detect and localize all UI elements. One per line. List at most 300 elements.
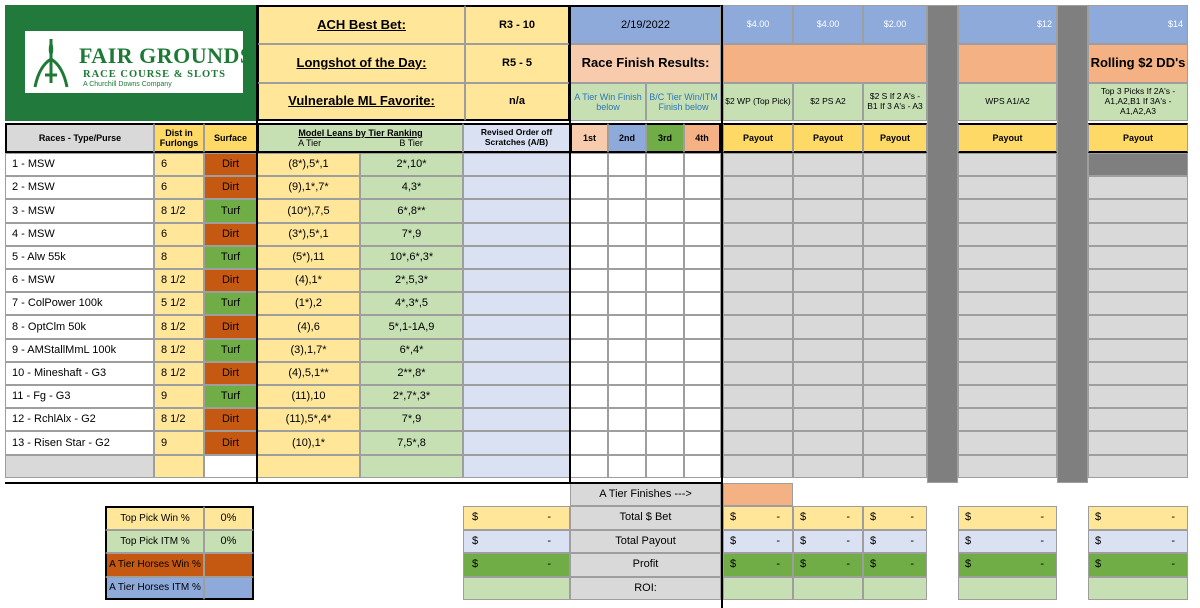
payout-s-cell[interactable] — [863, 315, 927, 338]
finish-2nd-cell[interactable] — [608, 408, 646, 431]
model-leans-title: Model Leans by Tier Ranking — [298, 127, 423, 138]
finish-4th-cell[interactable] — [684, 431, 721, 454]
revised-order-cell[interactable] — [463, 292, 570, 315]
wp-header: $2 WP (Top Pick) — [723, 83, 793, 121]
payout-wps-cell[interactable] — [958, 339, 1057, 362]
race-name: 3 - MSW — [5, 199, 154, 222]
rolling-dd-title: Rolling $2 DD's — [1088, 44, 1188, 83]
a-tier-picks: (3),1,7* — [257, 339, 360, 362]
finish-2nd-cell[interactable] — [608, 385, 646, 408]
payout-wp-cell[interactable] — [723, 315, 793, 338]
finish-1st-cell[interactable] — [570, 153, 608, 176]
total-bet-wager-cell — [723, 506, 793, 530]
amount-dash: - — [1040, 558, 1044, 571]
race-distance: 9 — [154, 385, 204, 408]
payout-s-cell[interactable] — [863, 455, 927, 478]
revised-order-cell[interactable] — [463, 408, 570, 431]
a-tier-picks: (8*),5*,1 — [257, 153, 360, 176]
total-payout-wager-cell — [863, 530, 927, 554]
finish-4th-cell[interactable] — [684, 246, 721, 269]
currency-symbol: $ — [472, 534, 479, 547]
payout-wp-cell[interactable] — [723, 199, 793, 222]
finish-2nd-cell[interactable] — [608, 292, 646, 315]
revised-order-cell[interactable] — [463, 269, 570, 292]
payout-wps-cell[interactable] — [958, 153, 1057, 176]
race-surface: Dirt — [204, 362, 257, 385]
payout-ps-cell[interactable] — [793, 153, 863, 176]
spacer-col-2 — [1057, 5, 1088, 483]
finish-3rd-cell[interactable] — [646, 408, 684, 431]
longshot-label: Longshot of the Day: — [257, 44, 465, 83]
payout-wp-cell[interactable] — [723, 153, 793, 176]
total-bet-total-cell — [463, 506, 570, 530]
amount-dash: - — [910, 534, 914, 547]
finish-1st-cell[interactable] — [570, 292, 608, 315]
profit-total-cell — [463, 553, 570, 577]
a-tier-picks: (4),5,1** — [257, 362, 360, 385]
revised-order-cell[interactable] — [463, 385, 570, 408]
finish-3rd-cell[interactable] — [646, 362, 684, 385]
finish-2nd-cell[interactable] — [608, 269, 646, 292]
payout-s-cell[interactable] — [863, 292, 927, 315]
payout-header-wps: Payout — [958, 123, 1057, 153]
race-distance: 5 1/2 — [154, 292, 204, 315]
currency-symbol: $ — [965, 534, 972, 547]
finish-1st-cell[interactable] — [570, 408, 608, 431]
a-tier-picks: (9),1*,7* — [257, 176, 360, 199]
b-tier-picks: 4*,3*,5 — [360, 292, 463, 315]
finish-3rd-cell[interactable] — [646, 223, 684, 246]
longshot-value[interactable]: R5 - 5 — [465, 44, 570, 83]
payout-wps-cell[interactable] — [958, 362, 1057, 385]
finish-4th-cell[interactable] — [684, 223, 721, 246]
race-name: 10 - Mineshaft - G3 — [5, 362, 154, 385]
revised-order-header: Revised Order off Scratches (A/B) — [463, 123, 570, 153]
payout-wps-cell[interactable] — [958, 385, 1057, 408]
race-name: 1 - MSW — [5, 153, 154, 176]
a-tier-picks: (4),1* — [257, 269, 360, 292]
race-surface: Turf — [204, 199, 257, 222]
total-payout-label: Total Payout — [570, 530, 721, 554]
finish-2nd-cell[interactable] — [608, 199, 646, 222]
currency-symbol: $ — [965, 558, 972, 571]
finish-3rd-cell[interactable] — [646, 339, 684, 362]
amount-dash: - — [1171, 558, 1175, 571]
finish-4th-cell[interactable] — [684, 199, 721, 222]
race-surface — [204, 455, 257, 478]
finish-2nd-cell[interactable] — [608, 315, 646, 338]
total-payout-wager-cell — [723, 530, 793, 554]
b-tier-picks: 2*,5,3* — [360, 269, 463, 292]
finish-1st-cell[interactable] — [570, 223, 608, 246]
finish-results-title: Race Finish Results: — [570, 44, 721, 83]
payout-dd-cell[interactable] — [1088, 362, 1188, 385]
payout-dd-cell[interactable] — [1088, 223, 1188, 246]
currency-symbol: $ — [800, 511, 807, 524]
finish-2nd-cell[interactable] — [608, 246, 646, 269]
profit-wager-cell — [793, 553, 863, 577]
model-leans-header — [257, 123, 463, 153]
race-distance: 8 1/2 — [154, 408, 204, 431]
finish-3rd-cell[interactable] — [646, 246, 684, 269]
fourth-header: 4th — [684, 123, 721, 153]
finish-1st-cell[interactable] — [570, 176, 608, 199]
currency-symbol: $ — [870, 511, 877, 524]
payout-s-cell[interactable] — [863, 431, 927, 454]
finish-3rd-cell[interactable] — [646, 455, 684, 478]
payout-wps-cell[interactable] — [958, 455, 1057, 478]
payout-s-cell[interactable] — [863, 153, 927, 176]
amount-dash: - — [776, 558, 780, 571]
vulnerable-label: Vulnerable ML Favorite: — [257, 83, 465, 121]
a-tier-picks — [257, 455, 360, 478]
race-name: 11 - Fg - G3 — [5, 385, 154, 408]
finish-1st-cell[interactable] — [570, 455, 608, 478]
logo-subtitle: RACE COURSE & SLOTS — [83, 69, 226, 80]
payout-wps-cell[interactable] — [958, 292, 1057, 315]
b-tier-picks: 7*,9 — [360, 223, 463, 246]
revised-order-cell[interactable] — [463, 339, 570, 362]
finish-4th-cell[interactable] — [684, 269, 721, 292]
finish-2nd-cell[interactable] — [608, 431, 646, 454]
finish-4th-cell[interactable] — [684, 385, 721, 408]
a-tier-picks: (10*),7,5 — [257, 199, 360, 222]
finish-1st-cell[interactable] — [570, 269, 608, 292]
finish-2nd-cell[interactable] — [608, 339, 646, 362]
revised-order-cell[interactable] — [463, 176, 570, 199]
stat-label: A Tier Horses Win % — [105, 553, 204, 577]
payout-wp-cell[interactable] — [723, 176, 793, 199]
races-header: Races - Type/Purse — [5, 123, 154, 153]
race-surface: Dirt — [204, 408, 257, 431]
payout-header-s: Payout — [863, 123, 927, 153]
total-payout-wager-cell — [958, 530, 1057, 554]
finish-4th-cell[interactable] — [684, 408, 721, 431]
finish-2nd-cell[interactable] — [608, 455, 646, 478]
payout-dd-cell[interactable] — [1088, 176, 1188, 199]
finish-4th-cell[interactable] — [684, 153, 721, 176]
amount-dash: - — [776, 534, 780, 547]
currency-symbol: $ — [472, 558, 479, 571]
a-tier-picks: (10),1* — [257, 431, 360, 454]
revised-order-cell[interactable] — [463, 199, 570, 222]
payout-ps-cell[interactable] — [793, 339, 863, 362]
payout-dd-cell[interactable] — [1088, 199, 1188, 222]
payout-wps-cell[interactable] — [958, 246, 1057, 269]
b-tier-picks: 5*,1-1A,9 — [360, 315, 463, 338]
payout-wp-cell[interactable] — [723, 385, 793, 408]
profit-wager-cell — [958, 553, 1057, 577]
payout-dd-cell[interactable] — [1088, 153, 1188, 176]
a-tier-picks: (4),6 — [257, 315, 360, 338]
race-distance: 8 1/2 — [154, 362, 204, 385]
payout-ps-cell[interactable] — [793, 408, 863, 431]
total-payout-wager-cell — [793, 530, 863, 554]
finish-1st-cell[interactable] — [570, 362, 608, 385]
stat-value: 0% — [204, 530, 254, 554]
stat-label: A Tier Horses ITM % — [105, 577, 204, 601]
finish-3rd-cell[interactable] — [646, 153, 684, 176]
race-surface: Turf — [204, 292, 257, 315]
b-tier-picks: 6*,4* — [360, 339, 463, 362]
amount-dash: - — [776, 511, 780, 524]
finish-3rd-cell[interactable] — [646, 269, 684, 292]
currency-symbol: $ — [472, 511, 479, 524]
b-tier-picks: 7,5*,8 — [360, 431, 463, 454]
payout-wp-cell[interactable] — [723, 269, 793, 292]
finish-1st-cell[interactable] — [570, 385, 608, 408]
payout-ps-cell[interactable] — [793, 199, 863, 222]
best-bet-value[interactable]: R3 - 10 — [465, 5, 570, 44]
finish-3rd-cell[interactable] — [646, 431, 684, 454]
amount-dd: $14 — [1088, 5, 1188, 44]
roi-wager-cell — [793, 577, 863, 601]
finish-3rd-cell[interactable] — [646, 292, 684, 315]
revised-order-cell[interactable] — [463, 246, 570, 269]
race-surface: Turf — [204, 246, 257, 269]
finish-3rd-cell[interactable] — [646, 315, 684, 338]
logo-title: FAIR GROUNDS — [79, 43, 253, 68]
roi-wager-cell — [1088, 577, 1188, 601]
payout-wp-cell[interactable] — [723, 292, 793, 315]
finish-2nd-cell[interactable] — [608, 223, 646, 246]
race-distance: 6 — [154, 176, 204, 199]
payout-s-cell[interactable] — [863, 176, 927, 199]
stat-label: Top Pick ITM % — [105, 530, 204, 554]
payout-wps-cell[interactable] — [958, 176, 1057, 199]
second-header: 2nd — [608, 123, 646, 153]
profit-wager-cell — [863, 553, 927, 577]
currency-symbol: $ — [870, 534, 877, 547]
payout-s-cell[interactable] — [863, 246, 927, 269]
finish-1st-cell[interactable] — [570, 246, 608, 269]
race-distance: 8 1/2 — [154, 269, 204, 292]
finish-2nd-cell[interactable] — [608, 176, 646, 199]
s-header: $2 S If 2 A's - B1 If 3 A's - A3 — [863, 83, 927, 121]
payout-dd-cell[interactable] — [1088, 269, 1188, 292]
stat-value: 0% — [204, 506, 254, 530]
fleur-icon — [31, 35, 71, 91]
wps-orange-band — [958, 44, 1057, 83]
payout-ps-cell[interactable] — [793, 431, 863, 454]
finish-3rd-cell[interactable] — [646, 176, 684, 199]
stat-label: Top Pick Win % — [105, 506, 204, 530]
revised-order-cell[interactable] — [463, 315, 570, 338]
race-distance: 9 — [154, 431, 204, 454]
payout-dd-cell[interactable] — [1088, 315, 1188, 338]
rule-2 — [569, 5, 571, 483]
payout-s-cell[interactable] — [863, 362, 927, 385]
amount-dash: - — [547, 558, 551, 571]
a-tier-picks: (11),10 — [257, 385, 360, 408]
payout-wps-cell[interactable] — [958, 199, 1057, 222]
total-payout-wager-cell — [1088, 530, 1188, 554]
amount-dash: - — [910, 511, 914, 524]
currency-symbol: $ — [730, 534, 737, 547]
total-payout-total-cell — [463, 530, 570, 554]
race-name: 4 - MSW — [5, 223, 154, 246]
payout-wp-cell[interactable] — [723, 408, 793, 431]
currency-symbol: $ — [1095, 558, 1102, 571]
payout-ps-cell[interactable] — [793, 223, 863, 246]
finish-3rd-cell[interactable] — [646, 385, 684, 408]
amount-dash: - — [846, 511, 850, 524]
payout-ps-cell[interactable] — [793, 246, 863, 269]
race-name — [5, 455, 154, 478]
payout-s-cell[interactable] — [863, 339, 927, 362]
profit-wager-cell — [723, 553, 793, 577]
currency-symbol: $ — [1095, 534, 1102, 547]
third-header: 3rd — [646, 123, 684, 153]
finish-2nd-cell[interactable] — [608, 153, 646, 176]
finish-4th-cell[interactable] — [684, 176, 721, 199]
wps-header: WPS A1/A2 — [958, 83, 1057, 121]
payout-wp-cell[interactable] — [723, 223, 793, 246]
amount-dash: - — [1171, 534, 1175, 547]
payout-ps-cell[interactable] — [793, 455, 863, 478]
payout-dd-cell[interactable] — [1088, 292, 1188, 315]
b-tier-header: B Tier — [399, 138, 423, 148]
payout-ps-cell[interactable] — [793, 176, 863, 199]
finish-1st-cell[interactable] — [570, 199, 608, 222]
payout-dd-cell[interactable] — [1088, 408, 1188, 431]
payout-dd-cell[interactable] — [1088, 339, 1188, 362]
total-bet-label: Total $ Bet — [570, 506, 721, 530]
a-tier-win-header: A Tier Win Finish below — [570, 83, 646, 121]
payout-dd-cell[interactable] — [1088, 431, 1188, 454]
finish-1st-cell[interactable] — [570, 431, 608, 454]
finish-4th-cell[interactable] — [684, 339, 721, 362]
rule-1 — [256, 5, 258, 483]
payout-header-ps: Payout — [793, 123, 863, 153]
profit-wager-cell — [1088, 553, 1188, 577]
roi-total-cell — [463, 577, 570, 601]
payout-s-cell[interactable] — [863, 199, 927, 222]
revised-order-cell[interactable] — [463, 431, 570, 454]
vulnerable-value[interactable]: n/a — [465, 83, 570, 121]
race-surface: Turf — [204, 385, 257, 408]
payout-wps-cell[interactable] — [958, 315, 1057, 338]
spacer-col-1 — [927, 5, 958, 483]
race-distance: 8 1/2 — [154, 315, 204, 338]
revised-order-cell[interactable] — [463, 223, 570, 246]
ps-header: $2 PS A2 — [793, 83, 863, 121]
race-distance: 8 — [154, 246, 204, 269]
payout-wp-cell[interactable] — [723, 362, 793, 385]
logo-company: A Churchill Downs Company — [83, 81, 172, 88]
finish-3rd-cell[interactable] — [646, 199, 684, 222]
amount-dash: - — [1040, 534, 1044, 547]
payout-ps-cell[interactable] — [793, 292, 863, 315]
surface-header: Surface — [204, 123, 257, 153]
dd-header: Top 3 Picks If 2A's - A1,A2,B1 If 3A's - A1,A2,A3 — [1088, 83, 1188, 121]
finish-1st-cell[interactable] — [570, 315, 608, 338]
amount-dash: - — [547, 534, 551, 547]
stat-value — [204, 577, 254, 601]
a-tier-picks: (11),5*,4* — [257, 408, 360, 431]
payout-wp-cell[interactable] — [723, 455, 793, 478]
payout-wps-cell[interactable] — [958, 223, 1057, 246]
roi-wager-cell — [863, 577, 927, 601]
payout-s-cell[interactable] — [863, 269, 927, 292]
finish-4th-cell[interactable] — [684, 362, 721, 385]
payout-ps-cell[interactable] — [793, 362, 863, 385]
payout-dd-cell[interactable] — [1088, 385, 1188, 408]
b-tier-picks: 4,3* — [360, 176, 463, 199]
race-distance — [154, 455, 204, 478]
payout-wp-cell[interactable] — [723, 431, 793, 454]
race-name: 7 - ColPower 100k — [5, 292, 154, 315]
race-name: 9 - AMStallMmL 100k — [5, 339, 154, 362]
b-tier-picks: 6*,8** — [360, 199, 463, 222]
fair-grounds-logo — [25, 31, 253, 93]
currency-symbol: $ — [800, 534, 807, 547]
payout-dd-cell[interactable] — [1088, 455, 1188, 478]
finish-4th-cell[interactable] — [684, 292, 721, 315]
a-tier-picks: (1*),2 — [257, 292, 360, 315]
revised-order-cell[interactable] — [463, 362, 570, 385]
payout-header-wp: Payout — [723, 123, 793, 153]
b-tier-picks: 2*,7*,3* — [360, 385, 463, 408]
payout-wp-cell[interactable] — [723, 339, 793, 362]
currency-symbol: $ — [1095, 511, 1102, 524]
b-tier-picks: 2**,8* — [360, 362, 463, 385]
payout-s-cell[interactable] — [863, 408, 927, 431]
a-tier-header: A Tier — [298, 138, 322, 148]
currency-symbol: $ — [870, 558, 877, 571]
race-surface: Dirt — [204, 153, 257, 176]
payout-ps-cell[interactable] — [793, 315, 863, 338]
date-cell[interactable]: 2/19/2022 — [570, 5, 721, 44]
race-surface: Turf — [204, 339, 257, 362]
payout-wps-cell[interactable] — [958, 269, 1057, 292]
race-surface: Dirt — [204, 315, 257, 338]
b-tier-picks: 2*,10* — [360, 153, 463, 176]
finish-1st-cell[interactable] — [570, 339, 608, 362]
payout-s-cell[interactable] — [863, 385, 927, 408]
currency-symbol: $ — [965, 511, 972, 524]
a-tier-finishes-value[interactable] — [723, 483, 793, 506]
revised-order-cell[interactable] — [463, 153, 570, 176]
payout-ps-cell[interactable] — [793, 269, 863, 292]
race-surface: Dirt — [204, 269, 257, 292]
payout-wps-cell[interactable] — [958, 431, 1057, 454]
best-bet-label: ACH Best Bet: — [257, 5, 465, 44]
payout-wp-cell[interactable] — [723, 246, 793, 269]
roi-label: ROI: — [570, 577, 721, 601]
currency-symbol: $ — [730, 511, 737, 524]
total-bet-wager-cell — [793, 506, 863, 530]
payout-ps-cell[interactable] — [793, 385, 863, 408]
first-header: 1st — [570, 123, 608, 153]
race-name: 13 - Risen Star - G2 — [5, 431, 154, 454]
amount-s: $2.00 — [863, 5, 927, 44]
payout-s-cell[interactable] — [863, 223, 927, 246]
revised-order-cell[interactable] — [463, 455, 570, 478]
race-distance: 6 — [154, 153, 204, 176]
finish-2nd-cell[interactable] — [608, 362, 646, 385]
race-distance: 8 1/2 — [154, 339, 204, 362]
amount-dash: - — [846, 558, 850, 571]
payout-dd-cell[interactable] — [1088, 246, 1188, 269]
a-tier-picks: (3*),5*,1 — [257, 223, 360, 246]
finish-4th-cell[interactable] — [684, 455, 721, 478]
b-tier-picks: 10*,6*,3* — [360, 246, 463, 269]
total-bet-wager-cell — [863, 506, 927, 530]
finish-4th-cell[interactable] — [684, 315, 721, 338]
race-distance: 6 — [154, 223, 204, 246]
payout-wps-cell[interactable] — [958, 408, 1057, 431]
